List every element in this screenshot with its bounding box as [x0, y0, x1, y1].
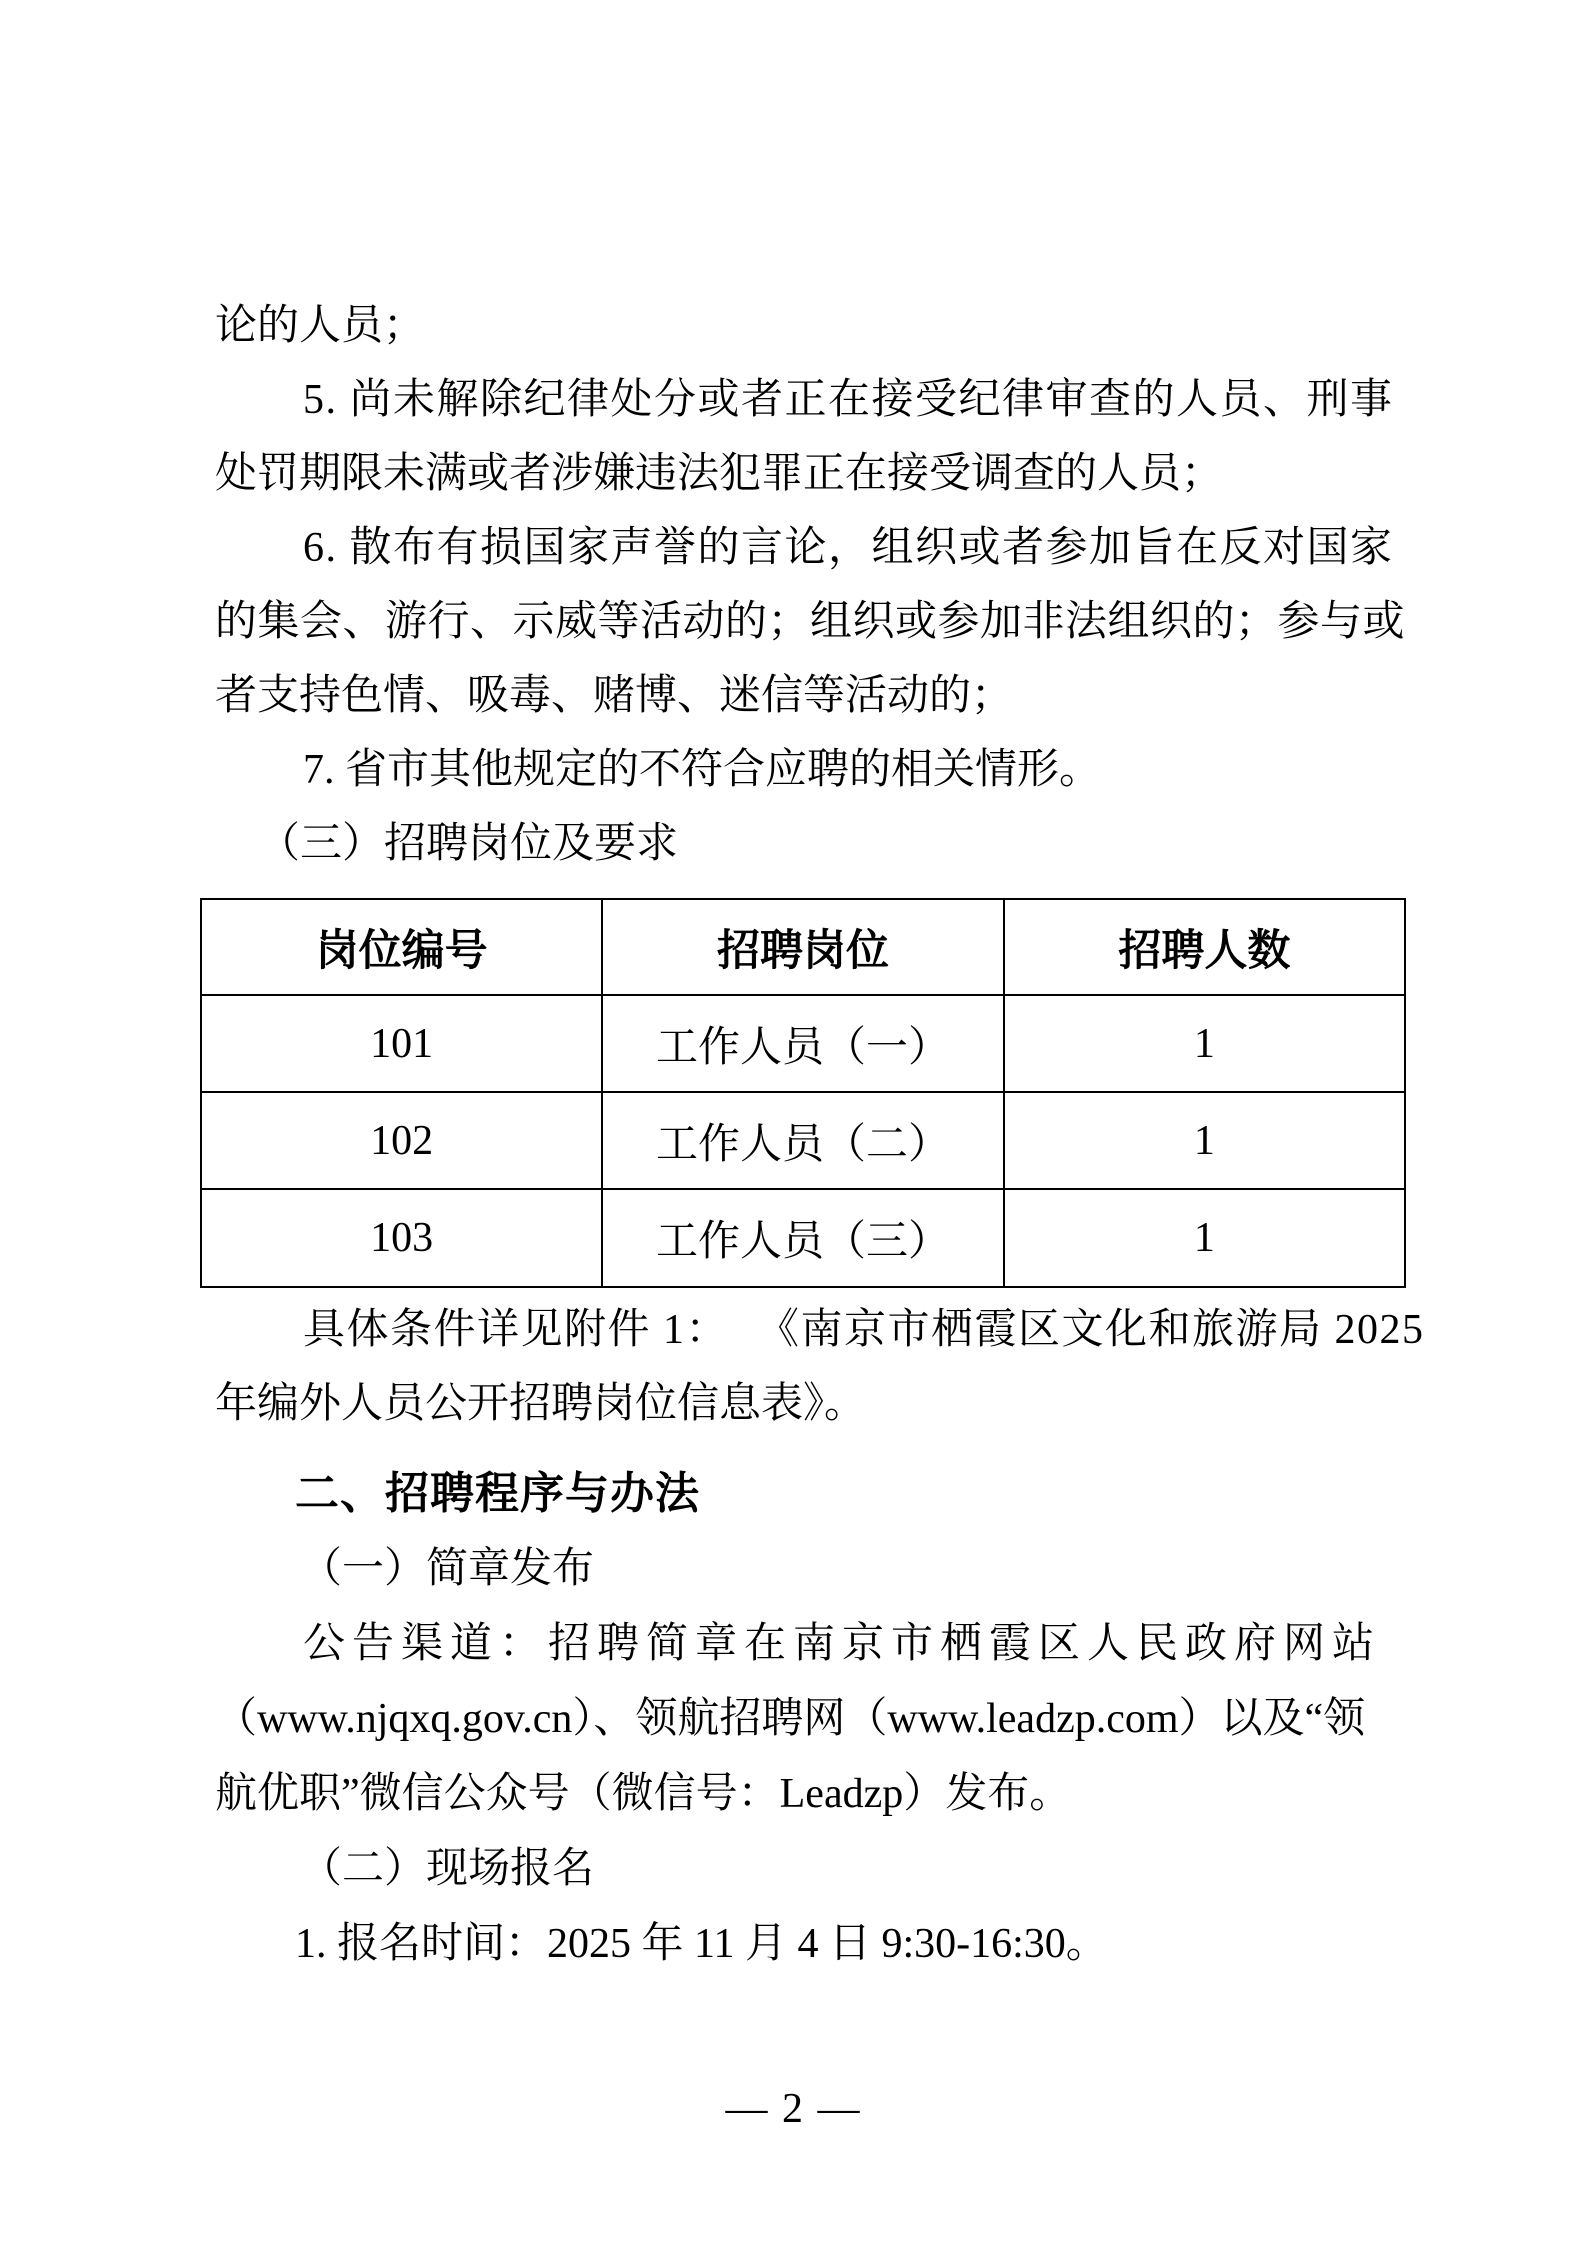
- section-1-heading: （一）简章发布: [300, 1546, 595, 1592]
- cell-position-code: 101: [201, 995, 602, 1092]
- cell-headcount: 1: [1004, 995, 1405, 1092]
- item-6-line-3: 者支持色情、吸毒、赌博、迷信等活动的；: [215, 673, 1014, 719]
- item-6-line-1: 6. 散布有损国家声誉的言论，组织或者参加旨在反对国家: [303, 525, 1394, 571]
- cell-position-code: 102: [201, 1092, 602, 1189]
- column-header-position-code: 岗位编号: [201, 899, 602, 995]
- item-5-line-2: 处罚期限未满或者涉嫌违法犯罪正在接受调查的人员；: [215, 451, 1224, 497]
- item-6-line-2: 的集会、游行、示威等活动的；组织或参加非法组织的；参与或: [215, 599, 1406, 645]
- section-2-heading: （二）现场报名: [300, 1846, 595, 1892]
- table-header-row: [201, 899, 1405, 995]
- column-header-position-name: 招聘岗位: [602, 899, 1003, 995]
- item-5-line-1: 5. 尚未解除纪律处分或者正在接受纪律审查的人员、刑事: [303, 377, 1394, 423]
- table-row: [201, 1092, 1405, 1189]
- note-line-1b: 《南京市栖霞区文化和旅游局 2025: [757, 1307, 1425, 1353]
- announce-line-1: 公告渠道：招聘简章在南京市栖霞区人民政府网站: [303, 1621, 1382, 1667]
- registration-time-line: 1. 报名时间：2025 年 11 月 4 日 9:30-16:30。: [295, 1921, 1108, 1967]
- paragraph-4-tail: 论的人员；: [215, 303, 426, 349]
- cell-position-name: 工作人员（三）: [602, 1189, 1003, 1287]
- cell-headcount: 1: [1004, 1092, 1405, 1189]
- announce-line-3: 航优职”微信公众号（微信号：Leadzp）发布。: [215, 1771, 1072, 1817]
- table-row: [201, 1189, 1405, 1287]
- job-positions-table: [200, 898, 1406, 1288]
- cell-position-code: 103: [201, 1189, 602, 1287]
- note-line-1: [303, 1293, 1425, 1367]
- note-line-1a: 具体条件详见附件 1：: [303, 1307, 730, 1353]
- column-header-headcount: 招聘人数: [1004, 899, 1405, 995]
- announce-line-2: （www.njqxq.gov.cn）、领航招聘网（www.leadzp.com）以及“领: [215, 1696, 1366, 1742]
- cell-headcount: 1: [1004, 1189, 1405, 1287]
- item-7-line: 7. 省市其他规定的不符合应聘的相关情形。: [303, 747, 1102, 793]
- section-3-heading: （三）招聘岗位及要求: [258, 821, 679, 867]
- chapter-2-heading: 二、招聘程序与办法: [295, 1469, 700, 1518]
- page-number: — 2 —: [725, 2086, 862, 2132]
- cell-position-name: 工作人员（二）: [602, 1092, 1003, 1189]
- note-line-2: 年编外人员公开招聘岗位信息表》。: [215, 1381, 867, 1427]
- cell-position-name: 工作人员（一）: [602, 995, 1003, 1092]
- table-row: [201, 995, 1405, 1092]
